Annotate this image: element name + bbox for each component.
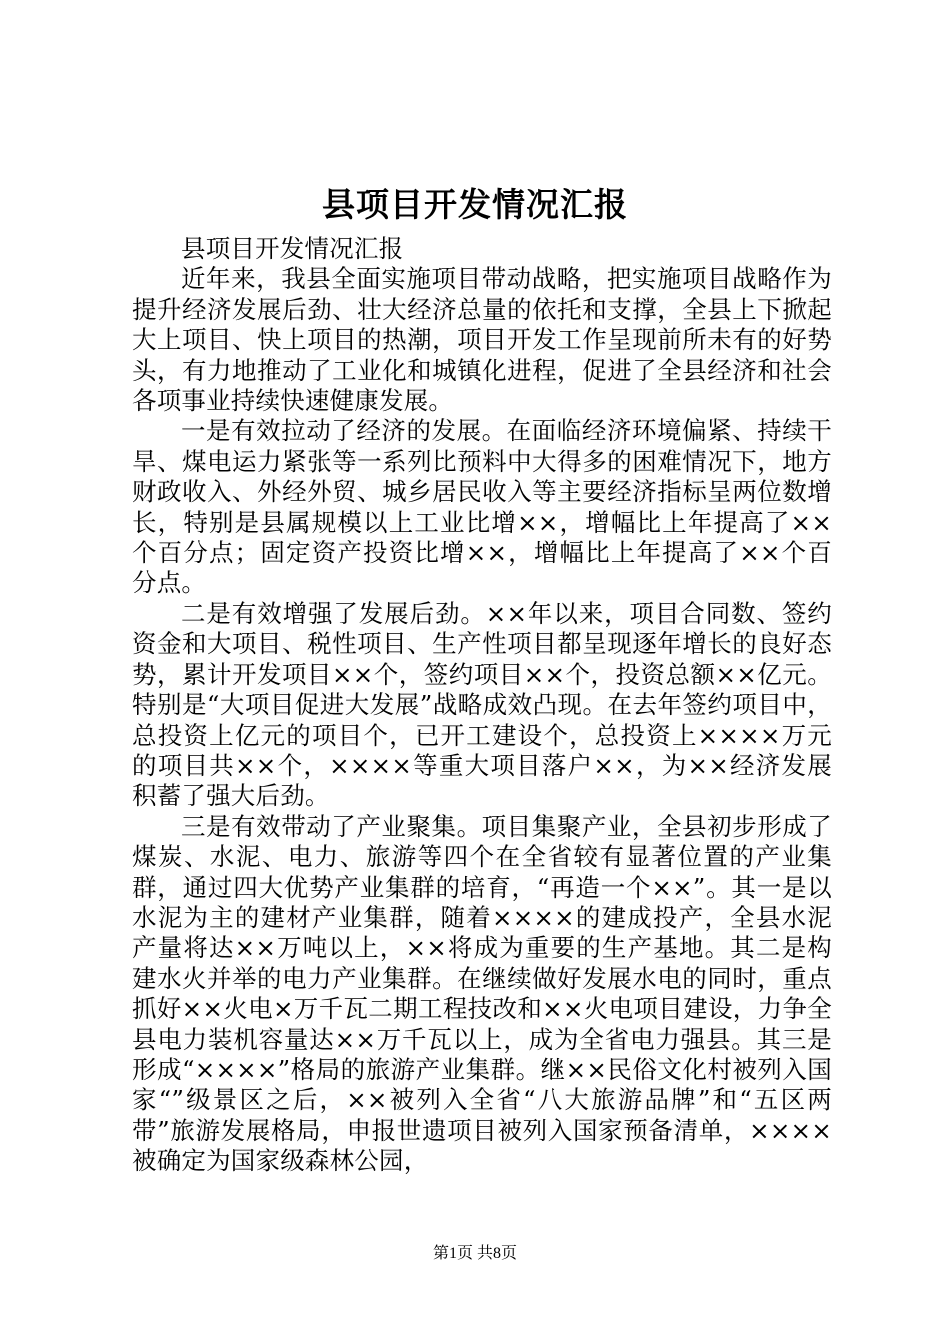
paragraph-subtitle: 县项目开发情况汇报 bbox=[181, 234, 404, 263]
paragraph-point-three: 三是有效带动了产业聚集。项目集聚产业，全县初步形成了煤炭、水泥、电力、旅游等四个在全省较有显著位置的产业集群，通过四大优势产业集群的培育，“再造一个××”。其一是以水泥为主的建材产业集群，随着××××的建成投产，全县水泥产量将达××万吨以上，××将成为重要的生产基地。其二是构建水火并举的电力产业集群。在继续做好发展水电的同时，重点抓好××火电×万千瓦二期工程技改和××火电项目建设，力争全县电力装机容量达××万千瓦以上，成为全省电力强县。其三是形成“××××”格局的旅游产业集群。继××民俗文化村被列入国家“”级景区之后，××被列入全省“八大旅游品牌”和“五区两带”旅游发展格局，申报世遗项目被列入国家预备清单，××××被确定为国家级森林公园， bbox=[132, 811, 832, 1176]
document-body bbox=[132, 234, 832, 1177]
paragraph-point-one: 一是有效拉动了经济的发展。在面临经济环境偏紧、持续干旱、煤电运力紧张等一系列比预料中大得多的困难情况下，地方财政收入、外经外贸、城乡居民收入等主要经济指标呈两位数增长，特别是县属规模以上工业比增××，增幅比上年提高了××个百分点；固定资产投资比增××，增幅比上年提高了××个百分点。 bbox=[132, 416, 832, 598]
paragraph-intro: 近年来，我县全面实施项目带动战略，把实施项目战略作为提升经济发展后劲、壮大经济总量的依托和支撑，全县上下掀起大上项目、快上项目的热潮，项目开发工作呈现前所未有的好势头，有力地推动了工业化和城镇化进程，促进了全县经济和社会各项事业持续快速健康发展。 bbox=[132, 264, 832, 416]
page-footer: 第1页 共8页 bbox=[432, 1245, 517, 1262]
document-title: 县项目开发情况汇报 bbox=[322, 185, 628, 224]
paragraph-point-two: 二是有效增强了发展后劲。××年以来，项目合同数、签约资金和大项目、税性项目、生产性项目都呈现逐年增长的良好态势，累计开发项目××个，签约项目××个，投资总额××亿元。特别是“大项目促进大发展”战略成效凸现。在去年签约项目中，总投资上亿元的项目个，已开工建设个，总投资上××××万元的项目共××个，××××等重大项目落户××，为××经济发展积蓄了强大后劲。 bbox=[132, 598, 832, 811]
